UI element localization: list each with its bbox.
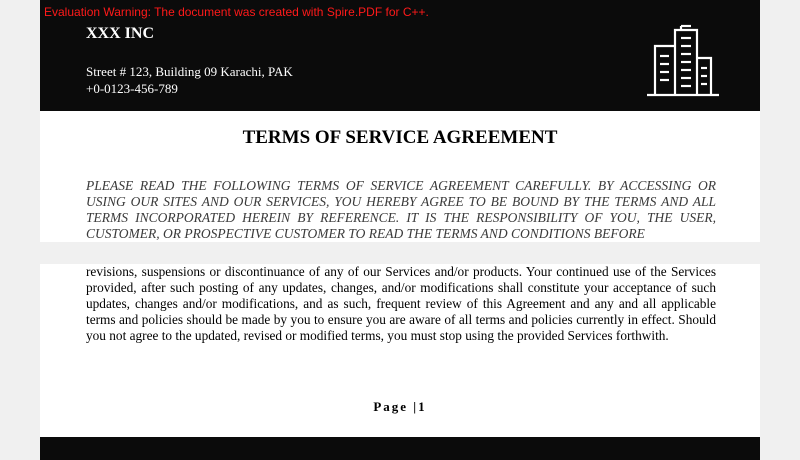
evaluation-warning: Evaluation Warning: The document was created with Spire.PDF for C++. [44, 5, 429, 19]
body-paragraph: revisions, suspensions or discontinuance of any of our Services and/or products. Your continued use of the Services provided, after such posting of any updates, changes, and/or modifications shall constitute your acceptance of such updates, changes and/or modifications, and as such, frequent review of this Agreement and any and all applicable terms and policies should be made by you to ensure you are aware of all terms and policies currently in effect. Should you not agree to the updated, revised or modified terms, you must stop using the provided Services forthwith. [86, 264, 716, 343]
company-phone: +0-0123-456-789 [86, 81, 178, 96]
building-icon [645, 24, 721, 98]
document-title: TERMS OF SERVICE AGREEMENT [242, 127, 558, 148]
company-name: XXX INC [86, 25, 154, 42]
page-number: Page |1 [373, 399, 427, 414]
intro-paragraph: PLEASE READ THE FOLLOWING TERMS OF SERVICE AGREEMENT CAREFULLY. BY ACCESSING OR USING OUR SITES AND OUR SERVICES, YOU HEREBY AGREE TO BE BOUND BY THE TERMS AND ALL TERMS INCORPORATED HEREIN BY REFERENCE. IT IS THE RESPONSIBILITY OF YOU, THE USER, CUSTOMER, OR PROSPECTIVE CUSTOMER TO READ THE TERMS AND CONDITIONS BEFORE [86, 178, 716, 241]
page-footer-bar [40, 437, 760, 460]
company-address: Street # 123, Building 09 Karachi, PAK [86, 64, 293, 79]
